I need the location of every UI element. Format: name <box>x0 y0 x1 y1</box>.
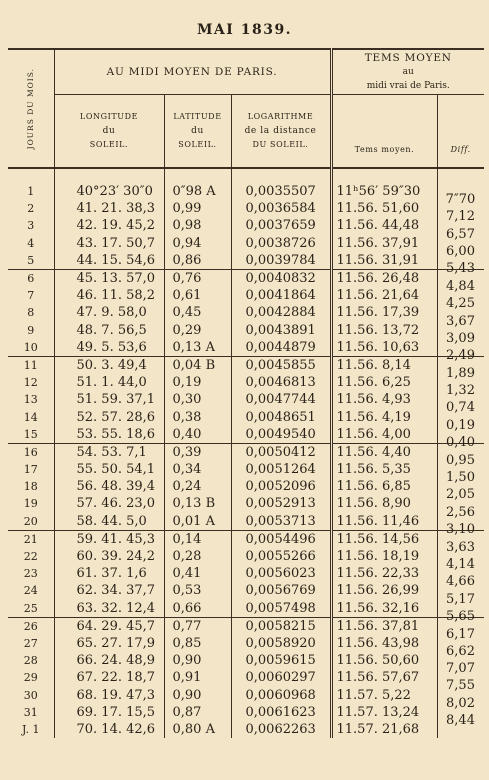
cell-lat: 0,28 <box>164 548 231 565</box>
cell-tm: 11.56. 6,85 <box>331 478 437 495</box>
cell-tm: 11.56. 37,81 <box>331 617 437 635</box>
cell-day: 6 <box>8 269 54 287</box>
cell-lon: 66. 24. 48,9 <box>54 652 164 669</box>
cell-lat: 0,53 <box>164 582 231 599</box>
header-tems-moyen-sub: Tems moyen. <box>331 95 437 169</box>
table-row <box>8 183 484 200</box>
diff-value: 6,17 <box>446 626 475 642</box>
cell-lon: 40°23′ 30″0 <box>54 183 164 200</box>
cell-lon: 61. 37. 1,6 <box>54 565 164 582</box>
header-longitude: LONGITUDE du SOLEIL. <box>54 95 164 169</box>
cell-lat: 0,77 <box>164 617 231 635</box>
cell-lon: 51. 1. 44,0 <box>54 374 164 391</box>
cell-day: 7 <box>8 287 54 304</box>
diff-value: 8,44 <box>446 712 475 728</box>
cell-lon: 65. 27. 17,9 <box>54 635 164 652</box>
table-row <box>8 252 484 270</box>
cell-lon: 45. 13. 57,0 <box>54 269 164 287</box>
cell-log: 0,0049540 <box>231 426 331 444</box>
cell-lon: 59. 41. 45,3 <box>54 530 164 548</box>
cell-lon: 53. 55. 18,6 <box>54 426 164 444</box>
cell-tm: 11.56. 21,64 <box>331 287 437 304</box>
table-row <box>8 530 484 548</box>
cell-day: 25 <box>8 600 54 618</box>
cell-day: 19 <box>8 495 54 512</box>
table-row <box>8 669 484 686</box>
cell-lon: 50. 3. 49,4 <box>54 356 164 374</box>
cell-day: 4 <box>8 235 54 252</box>
cell-log: 0,0051264 <box>231 461 331 478</box>
cell-lon: 51. 59. 37,1 <box>54 391 164 408</box>
cell-log: 0,0056023 <box>231 565 331 582</box>
cell-day: 23 <box>8 565 54 582</box>
diff-value: 5,43 <box>446 261 475 277</box>
cell-lat: 0,14 <box>164 530 231 548</box>
cell-log: 0,0035507 <box>231 183 331 200</box>
cell-log: 0,0053713 <box>231 513 331 531</box>
cell-lat: 0,80 A <box>164 721 231 738</box>
cell-lat: 0,30 <box>164 391 231 408</box>
table-row <box>8 322 484 339</box>
cell-lat: 0,61 <box>164 287 231 304</box>
cell-lon: 55. 50. 54,1 <box>54 461 164 478</box>
cell-day: 10 <box>8 339 54 357</box>
diff-value: 7,07 <box>446 661 475 677</box>
cell-log: 0,0039784 <box>231 252 331 270</box>
cell-day: 20 <box>8 513 54 531</box>
cell-tm: 11.56. 43,98 <box>331 635 437 652</box>
diff-value: 7″70 <box>445 192 476 208</box>
cell-day: 14 <box>8 408 54 425</box>
table-row <box>8 600 484 618</box>
cell-tm: 11.56. 26,99 <box>331 582 437 599</box>
cell-day: 8 <box>8 304 54 321</box>
diff-value: 7,55 <box>446 678 475 694</box>
table-row <box>8 617 484 635</box>
cell-lon: 56. 48. 39,4 <box>54 478 164 495</box>
cell-lat: 0,91 <box>164 669 231 686</box>
diff-value: 3,63 <box>446 539 475 555</box>
cell-day: 30 <box>8 686 54 703</box>
cell-lon: 42. 19. 45,2 <box>54 217 164 234</box>
cell-lat: 0,40 <box>164 426 231 444</box>
diff-value: 3,67 <box>446 313 475 329</box>
diff-value: 0,95 <box>446 452 475 468</box>
diff-value: 7,12 <box>446 209 475 225</box>
cell-log: 0,0038726 <box>231 235 331 252</box>
cell-lon: 60. 39. 24,2 <box>54 548 164 565</box>
table-row <box>8 565 484 582</box>
diff-value: 6,62 <box>446 644 475 660</box>
cell-lat: 0,04 B <box>164 356 231 374</box>
cell-log: 0,0055266 <box>231 548 331 565</box>
cell-lon: 62. 34. 37,7 <box>54 582 164 599</box>
cell-day: 18 <box>8 478 54 495</box>
cell-lat: 0,24 <box>164 478 231 495</box>
cell-log: 0,0048651 <box>231 408 331 425</box>
cell-tm: 11.56. 17,39 <box>331 304 437 321</box>
cell-lon: 69. 17. 15,5 <box>54 704 164 721</box>
cell-lat: 0,41 <box>164 565 231 582</box>
cell-tm: 11.56. 6,25 <box>331 374 437 391</box>
cell-tm: 11.57. 13,24 <box>331 704 437 721</box>
cell-log: 0,0046813 <box>231 374 331 391</box>
table-row <box>8 339 484 357</box>
cell-tm: 11.56. 10,63 <box>331 339 437 357</box>
table-row <box>8 374 484 391</box>
cell-log: 0,0041864 <box>231 287 331 304</box>
cell-log: 0,0054496 <box>231 530 331 548</box>
cell-day: 24 <box>8 582 54 599</box>
cell-lat: 0,39 <box>164 443 231 461</box>
cell-day: 28 <box>8 652 54 669</box>
cell-lon: 41. 21. 38,3 <box>54 200 164 217</box>
cell-lat: 0,85 <box>164 635 231 652</box>
diff-value: 4,84 <box>446 279 475 294</box>
cell-lon: 57. 46. 23,0 <box>54 495 164 512</box>
header-latitude: LATITUDE du SOLEIL. <box>164 95 231 169</box>
diff-value: 5,17 <box>446 591 475 607</box>
header-midi-moyen: AU MIDI MOYEN DE PARIS. <box>54 49 331 95</box>
cell-lat: 0,45 <box>164 304 231 321</box>
header-tems-moyen: TEMS MOYEN au midi vrai de Paris. <box>331 49 484 95</box>
cell-log: 0,0058920 <box>231 635 331 652</box>
cell-log: 0,0060968 <box>231 686 331 703</box>
cell-day: 31 <box>8 704 54 721</box>
cell-lat: 0,13 A <box>164 339 231 357</box>
table-row <box>8 217 484 234</box>
cell-lon: 68. 19. 47,3 <box>54 686 164 703</box>
diff-value: 6,57 <box>446 226 475 242</box>
cell-log: 0,0037659 <box>231 217 331 234</box>
cell-tm: 11.56. 4,00 <box>331 426 437 444</box>
cell-lat: 0,13 B <box>164 495 231 512</box>
table-row <box>8 721 484 738</box>
cell-lon: 63. 32. 12,4 <box>54 600 164 618</box>
cell-lon: 48. 7. 56,5 <box>54 322 164 339</box>
cell-tm: 11.56. 13,72 <box>331 322 437 339</box>
cell-log: 0,0052913 <box>231 495 331 512</box>
table-row <box>8 652 484 669</box>
diff-value: 0,19 <box>446 417 475 433</box>
table-row <box>8 513 484 531</box>
cell-day: 13 <box>8 391 54 408</box>
cell-tm: 11.56. 37,91 <box>331 235 437 252</box>
diff-value: 0,40 <box>446 435 475 451</box>
cell-tm: 11.56. 44,48 <box>331 217 437 234</box>
cell-day: 3 <box>8 217 54 234</box>
cell-log: 0,0045855 <box>231 356 331 374</box>
cell-lon: 64. 29. 45,7 <box>54 617 164 635</box>
cell-day: 2 <box>8 200 54 217</box>
cell-log: 0,0042884 <box>231 304 331 321</box>
cell-tm: 11.56. 57,67 <box>331 669 437 686</box>
cell-day: 5 <box>8 252 54 270</box>
cell-day: 21 <box>8 530 54 548</box>
cell-tm: 11.56. 31,91 <box>331 252 437 270</box>
cell-lat: 0,01 A <box>164 513 231 531</box>
cell-lon: 67. 22. 18,7 <box>54 669 164 686</box>
table-row <box>8 391 484 408</box>
table-row <box>8 548 484 565</box>
table-row <box>8 304 484 321</box>
diff-value: 5,65 <box>446 609 475 625</box>
cell-lon: 52. 57. 28,6 <box>54 408 164 425</box>
cell-log: 0,0062263 <box>231 721 331 738</box>
diff-value: 2,56 <box>446 504 475 520</box>
table-row <box>8 269 484 287</box>
cell-tm: 11.56. 11,46 <box>331 513 437 531</box>
cell-lat: 0,98 <box>164 217 231 234</box>
cell-day: 15 <box>8 426 54 444</box>
table-row <box>8 635 484 652</box>
diff-value: 1,89 <box>446 365 475 381</box>
cell-log: 0,0052096 <box>231 478 331 495</box>
cell-log: 0,0057498 <box>231 600 331 618</box>
cell-tm: 11.56. 4,93 <box>331 391 437 408</box>
table-row <box>8 495 484 512</box>
cell-lat: 0″98 A <box>164 183 231 200</box>
cell-tm: 11.56. 18,19 <box>331 548 437 565</box>
cell-log: 0,0058215 <box>231 617 331 635</box>
cell-lat: 0,19 <box>164 374 231 391</box>
table-row <box>8 200 484 217</box>
table-row <box>8 235 484 252</box>
table-row <box>8 704 484 721</box>
diff-value: 6,00 <box>446 243 475 259</box>
cell-day: 9 <box>8 322 54 339</box>
diff-value: 2,49 <box>446 348 475 364</box>
cell-lon: 46. 11. 58,2 <box>54 287 164 304</box>
diff-value: 8,02 <box>446 695 475 711</box>
cell-day: 27 <box>8 635 54 652</box>
cell-lat: 0,90 <box>164 686 231 703</box>
cell-tm: 11.56. 8,14 <box>331 356 437 374</box>
diff-value: 3,09 <box>446 330 475 346</box>
cell-day: 12 <box>8 374 54 391</box>
cell-day: 16 <box>8 443 54 461</box>
cell-tm: 11.56. 4,19 <box>331 408 437 425</box>
diff-value: 0,74 <box>446 400 475 416</box>
cell-tm: 11.56. 26,48 <box>331 269 437 287</box>
diff-value: 1,50 <box>446 470 475 486</box>
cell-tm: 11.56. 32,16 <box>331 600 437 618</box>
cell-tm: 11.56. 4,40 <box>331 443 437 461</box>
cell-log: 0,0047744 <box>231 391 331 408</box>
table-row <box>8 461 484 478</box>
diff-value: 4,66 <box>446 574 475 590</box>
cell-lon: 44. 15. 54,6 <box>54 252 164 270</box>
diff-value: 4,25 <box>446 296 475 312</box>
cell-log: 0,0056769 <box>231 582 331 599</box>
table-row <box>8 686 484 703</box>
table-row <box>8 426 484 444</box>
cell-day: J. 1 <box>8 721 54 738</box>
cell-lat: 0,29 <box>164 322 231 339</box>
cell-lat: 0,99 <box>164 200 231 217</box>
cell-tm: 11.56. 22,33 <box>331 565 437 582</box>
cell-day: 29 <box>8 669 54 686</box>
cell-tm: 11.57. 5,22 <box>331 686 437 703</box>
cell-lon: 49. 5. 53,6 <box>54 339 164 357</box>
cell-lat: 0,90 <box>164 652 231 669</box>
cell-day: 1 <box>8 183 54 200</box>
cell-log: 0,0061623 <box>231 704 331 721</box>
table-row <box>8 443 484 461</box>
cell-log: 0,0050412 <box>231 443 331 461</box>
cell-tm: 11.56. 51,60 <box>331 200 437 217</box>
ephemeris-table <box>8 48 484 738</box>
cell-day: 26 <box>8 617 54 635</box>
cell-log: 0,0036584 <box>231 200 331 217</box>
cell-lon: 70. 14. 42,6 <box>54 721 164 738</box>
cell-log: 0,0040832 <box>231 269 331 287</box>
table-row <box>8 582 484 599</box>
cell-lat: 0,76 <box>164 269 231 287</box>
cell-tm: 11.56. 50,60 <box>331 652 437 669</box>
cell-tm: 11.56. 14,56 <box>331 530 437 548</box>
diff-value: 1,32 <box>446 383 475 399</box>
header-jours: JOURS DU MOIS. <box>8 49 54 168</box>
cell-tm: 11.56. 8,90 <box>331 495 437 512</box>
cell-lon: 54. 53. 7,1 <box>54 443 164 461</box>
cell-lat: 0,34 <box>164 461 231 478</box>
cell-lon: 43. 17. 50,7 <box>54 235 164 252</box>
cell-lat: 0,66 <box>164 600 231 618</box>
cell-tm: 11ʰ56′ 59″30 <box>331 183 437 200</box>
diff-value: 2,05 <box>446 487 475 503</box>
cell-lon: 58. 44. 5,0 <box>54 513 164 531</box>
cell-log: 0,0044879 <box>231 339 331 357</box>
cell-day: 11 <box>8 356 54 374</box>
cell-tm: 11.57. 21,68 <box>331 721 437 738</box>
table-row <box>8 287 484 304</box>
cell-log: 0,0059615 <box>231 652 331 669</box>
table-row <box>8 478 484 495</box>
cell-day: 22 <box>8 548 54 565</box>
header-logarithme: LOGARITHME de la distance DU SOLEIL. <box>231 95 331 169</box>
cell-lat: 0,94 <box>164 235 231 252</box>
cell-log: 0,0060297 <box>231 669 331 686</box>
cell-lat: 0,86 <box>164 252 231 270</box>
cell-day: 17 <box>8 461 54 478</box>
header-diff: Diff. <box>437 95 484 169</box>
cell-log: 0,0043891 <box>231 322 331 339</box>
page-title: MAI 1839. <box>196 22 293 38</box>
diff-value: 3,10 <box>446 522 475 538</box>
table-row <box>8 356 484 374</box>
cell-lat: 0,38 <box>164 408 231 425</box>
table-row <box>8 408 484 425</box>
cell-lat: 0,87 <box>164 704 231 721</box>
diff-value: 4,14 <box>446 557 475 573</box>
cell-tm: 11.56. 5,35 <box>331 461 437 478</box>
cell-lon: 47. 9. 58,0 <box>54 304 164 321</box>
